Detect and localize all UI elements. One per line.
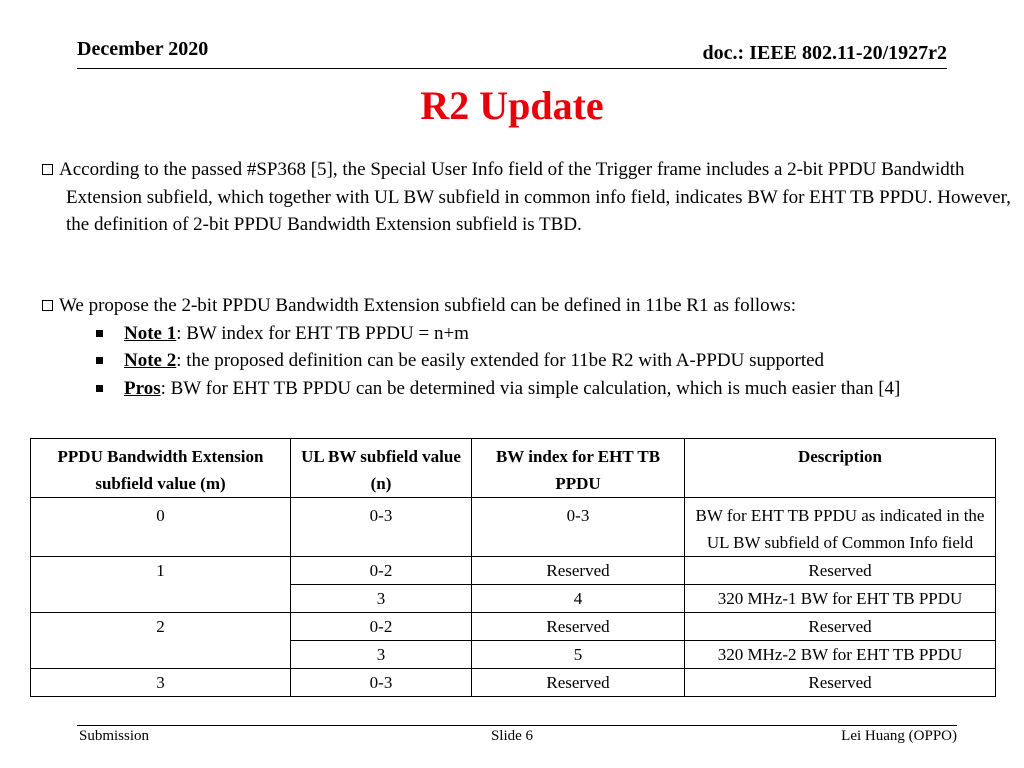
checkbox-bullet-icon bbox=[42, 164, 53, 175]
cell-m: 2 bbox=[31, 613, 291, 669]
footer-divider bbox=[77, 725, 957, 726]
header-divider bbox=[77, 68, 947, 69]
slide-title: R2 Update bbox=[420, 83, 604, 128]
header-ul-bw: UL BW subfield value (n) bbox=[291, 439, 472, 498]
table-row bbox=[31, 669, 996, 697]
cell-n: 0-2 bbox=[291, 557, 472, 585]
proposal-text: We propose the 2-bit PPDU Bandwidth Extension subfield can be defined in 11be R1 as follows: bbox=[59, 295, 797, 316]
cell-n: 0-3 bbox=[291, 498, 472, 557]
cell-m: 1 bbox=[31, 557, 291, 613]
cell-bw-index: 0-3 bbox=[472, 498, 685, 557]
footer-slide-number: Slide 6 bbox=[490, 728, 534, 744]
bullet-note-2 bbox=[42, 347, 992, 375]
cell-m: 0 bbox=[31, 498, 291, 557]
proposal-bullets bbox=[42, 320, 992, 403]
bullet-pros bbox=[42, 375, 992, 403]
square-bullet-icon bbox=[96, 357, 103, 364]
cell-n: 0-3 bbox=[291, 669, 472, 697]
header-bw-index: BW index for EHT TB PPDU bbox=[472, 439, 685, 498]
cell-bw-index: 4 bbox=[472, 585, 685, 613]
table-header-row bbox=[31, 439, 996, 498]
bullet-label: Pros bbox=[124, 377, 161, 399]
proposal-intro bbox=[42, 292, 992, 320]
square-bullet-icon bbox=[96, 385, 103, 392]
cell-bw-index: 5 bbox=[472, 641, 685, 669]
bw-extension-table bbox=[30, 438, 996, 697]
cell-description: 320 MHz-2 BW for EHT TB PPDU bbox=[685, 641, 996, 669]
cell-description: 320 MHz-1 BW for EHT TB PPDU bbox=[685, 585, 996, 613]
table-row bbox=[31, 498, 996, 557]
paragraph-sp368 bbox=[42, 156, 1016, 239]
header-description: Description bbox=[685, 439, 996, 498]
square-bullet-icon bbox=[96, 330, 103, 337]
cell-description: Reserved bbox=[685, 669, 996, 697]
cell-n: 3 bbox=[291, 585, 472, 613]
header-ppdu-bw-ext: PPDU Bandwidth Extension subfield value (m) bbox=[31, 439, 291, 498]
bullet-text: : BW index for EHT TB PPDU = n+m bbox=[176, 322, 469, 344]
paragraph-text: According to the passed #SP368 [5], the Special User Info field of the Trigger frame includes a 2-bit PPDU Bandwidth Extension subfield, which together with UL BW subfield in common info field, indicates BW for EHT TB PPDU. However, the definition of 2-bit PPDU Bandwidth Extension subfield is TBD. bbox=[59, 159, 1011, 235]
footer-author: Lei Huang (OPPO) bbox=[841, 728, 957, 744]
bullet-label: Note 1 bbox=[124, 322, 177, 344]
cell-description: BW for EHT TB PPDU as indicated in the UL BW subfield of Common Info field bbox=[685, 498, 996, 557]
cell-description: Reserved bbox=[685, 613, 996, 641]
bullet-text: : the proposed definition can be easily extended for 11be R2 with A-PPDU supported bbox=[176, 350, 825, 371]
header-doc-id: doc.: IEEE 802.11-20/1927r2 bbox=[702, 42, 947, 64]
bullet-note-1 bbox=[42, 320, 992, 348]
cell-n: 3 bbox=[291, 641, 472, 669]
cell-bw-index: Reserved bbox=[472, 613, 685, 641]
bullet-label: Note 2 bbox=[124, 350, 177, 371]
cell-n: 0-2 bbox=[291, 613, 472, 641]
table-row bbox=[31, 557, 996, 585]
cell-description: Reserved bbox=[685, 557, 996, 585]
bullet-text: : BW for EHT TB PPDU can be determined via simple calculation, which is much easier than [4] bbox=[160, 377, 901, 399]
footer-submission: Submission bbox=[79, 728, 150, 744]
cell-bw-index: Reserved bbox=[472, 557, 685, 585]
proposal-section bbox=[42, 292, 992, 402]
cell-bw-index: Reserved bbox=[472, 669, 685, 697]
cell-m: 3 bbox=[31, 669, 291, 697]
checkbox-bullet-icon bbox=[42, 300, 53, 311]
table-row bbox=[31, 613, 996, 641]
header-date: December 2020 bbox=[77, 38, 209, 60]
